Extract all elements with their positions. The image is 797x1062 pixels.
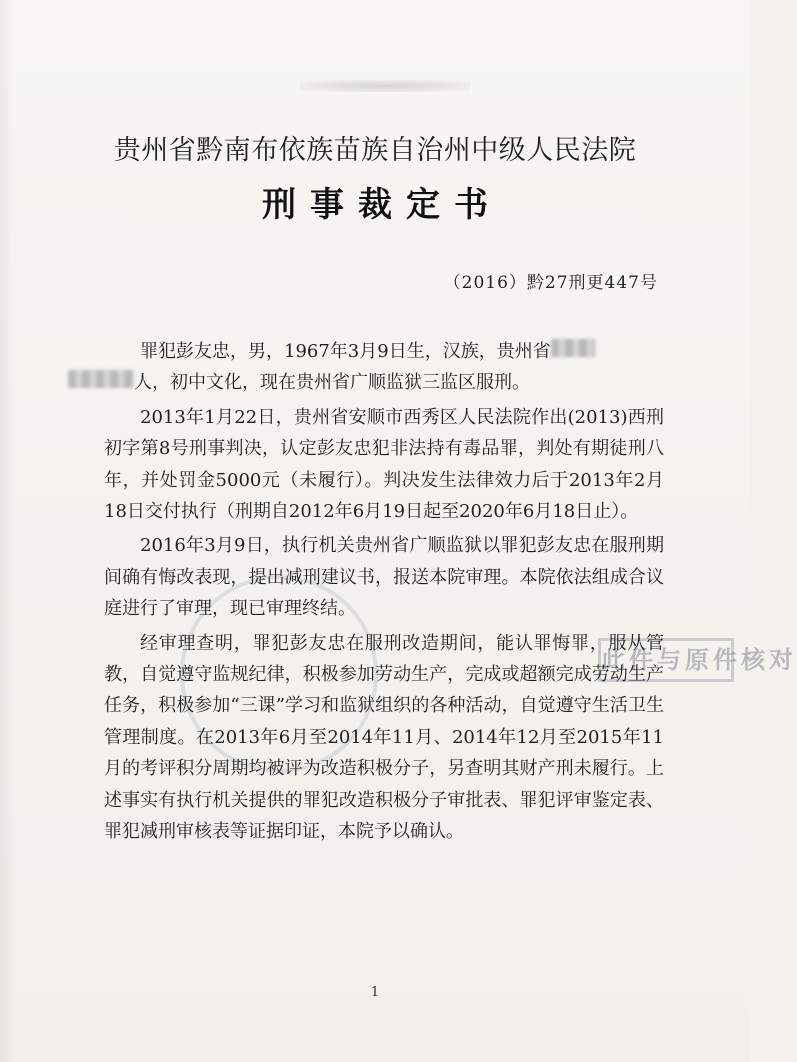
paragraph-criminal-info-part1: 罪犯彭友忠，男，1967年3月9日生，汉族，贵州省 — [140, 341, 551, 362]
paragraph-findings: 经审理查明，罪犯彭友忠在服刑改造期间，能认罪悔罪，服从管教，自觉遵守监规纪律，积极参加劳动生产，完成或超额完成劳动生产任务，积极参加“三课”学习和监狱组织的各种活动，自觉遵守生活卫生管理制度。在2013年6月至2014年11月、2014年12月至2015年11月的考评积分周期均被评为改造积极分子，另查明其财产刑未履行。上述事实有执行机关提供的罪犯改造积极分子审批表、罪犯评审鉴定表、罪犯减刑审核表等证据印证，本院予以确认。 — [104, 632, 664, 843]
paragraph-commutation-proposal: 2016年3月9日，执行机关贵州省广顺监狱以罪犯彭友忠在服刑期间确有悔改表现，提出减刑建议书，报送本院审理。本院依法组成合议庭进行了审理，现已审理终结。 — [104, 535, 664, 620]
scan-smudge — [300, 80, 470, 92]
case-number: （2016）黔27刑更447号 — [443, 273, 658, 293]
verification-stamp: 此件与原件核对 — [598, 638, 734, 682]
paragraph-criminal-info — [104, 336, 664, 399]
paragraph-criminal-info-part2: 人，初中文化，现在贵州省广顺监狱三监区服刑。 — [134, 372, 530, 394]
redacted-text — [68, 370, 134, 388]
court-name-heading: 贵州省黔南布依族苗族自治州中级人民法院 — [113, 135, 637, 166]
document-body — [104, 336, 664, 851]
document-title: 刑事裁定书 — [262, 185, 502, 225]
paragraph-original-judgment: 2013年1月22日，贵州省安顺市西秀区人民法院作出(2013)西刑初字第8号刑事判决，认定彭友忠犯非法持有毒品罪，判处有期徒刑八年，并处罚金5000元（未履行）。判决发生法律效力后于2013年2月18日交付执行（刑期自2012年6月19日起至2020年6月18日止）。 — [104, 406, 664, 523]
redacted-text — [551, 339, 595, 357]
page-number: 1 — [370, 985, 380, 1000]
